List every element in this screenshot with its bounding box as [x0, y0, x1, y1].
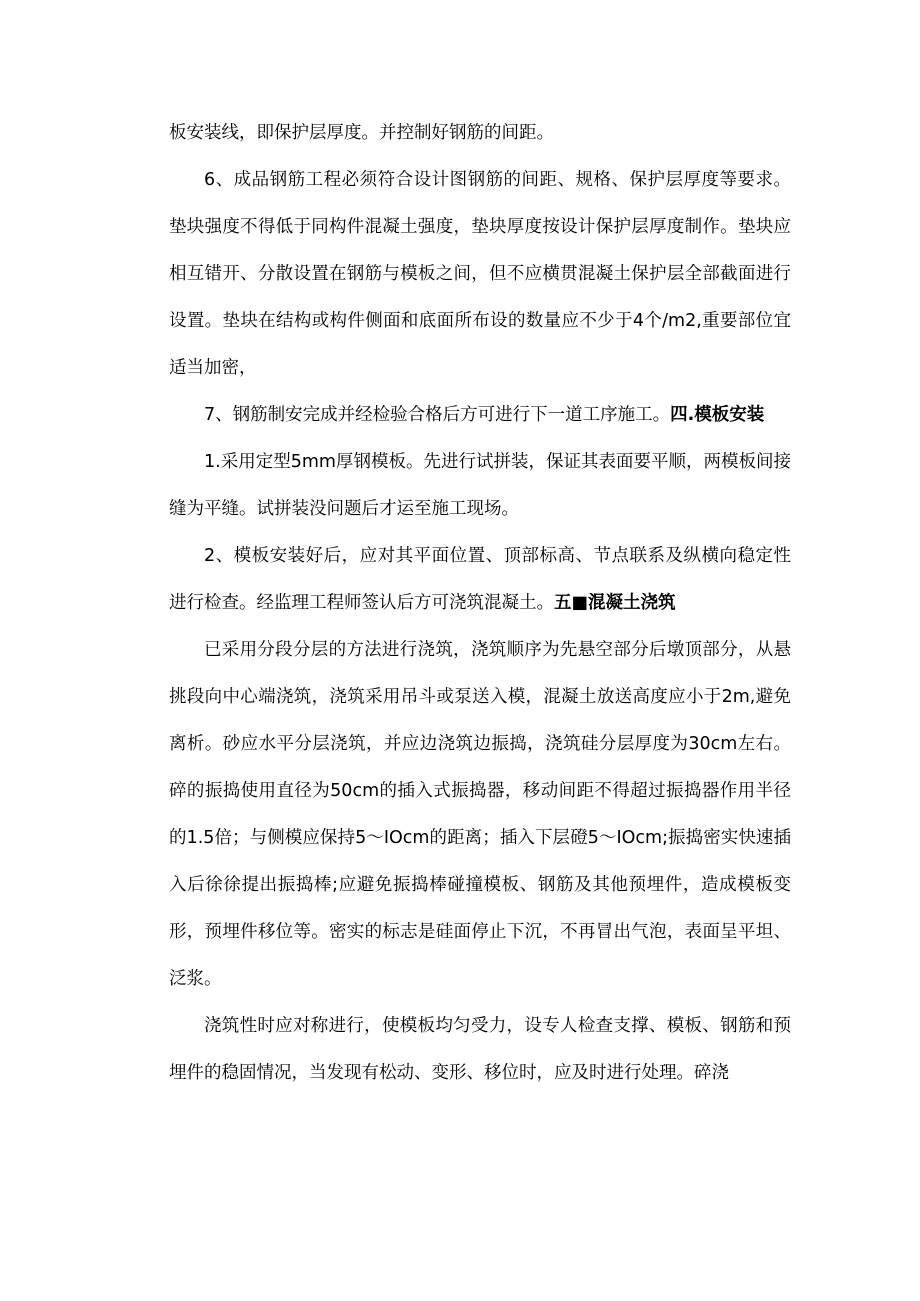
paragraph-formwork-2 — [169, 533, 791, 627]
section-heading-formwork: 四.模板安装 — [670, 405, 765, 425]
paragraph-continuation — [169, 110, 791, 157]
paragraph-text: 浇筑性时应对称进行，使模板均匀受力，设专人检查支撑、模板、钢筋和预埋件的稳固情况，当发现有松动、变形、移位时，应及时进行处理。碎浇 — [169, 1016, 791, 1083]
paragraph-text: 2、模板安装好后，应对其平面位置、顶部标高、节点联系及纵横向稳定性进行检查。经监理工程师签认后方可浇筑混凝土。 — [169, 546, 791, 613]
paragraph-text: 6、成品钢筋工程必须符合设计图钢筋的间距、规格、保护层厚度等要求。垫块强度不得低于同构件混凝土强度，垫块厚度按设计保护层厚度制作。垫块应相互错开、分散设置在钢筋与模板之间，但不应横贯混凝土保护层全部截面进行设置。垫块在结构或构件侧面和底面所布设的数量应不少于4个/m2,重要部位宜适当加密， — [169, 170, 791, 378]
paragraph-item-7 — [169, 392, 791, 439]
document-body — [169, 110, 791, 1097]
paragraph-concrete-symmetry — [169, 1003, 791, 1097]
paragraph-text: 板安装线，即保护层厚度。并控制好钢筋的间距。 — [169, 123, 554, 143]
paragraph-item-6 — [169, 157, 791, 392]
paragraph-text: 已采用分段分层的方法进行浇筑，浇筑顺序为先悬空部分后墩顶部分，从悬挑段向中心端浇筑，浇筑采用吊斗或泵送入模，混凝土放送高度应小于2m,避免离析。砂应水平分层浇筑，并应边浇筑边振捣，浇筑硅分层厚度为30cm左右。碎的振捣使用直径为50cm的插入式振捣器，移动间距不得超过振捣器作用半径的1.5倍；与侧模应保持5～IOcm的距离；插入下层磴5～IOcm;振捣密实快速插入后徐徐提出振捣棒;应避免振捣棒碰撞模板、钢筋及其他预埋件，造成模板变形，预埋件移位等。密实的标志是硅面停止下沉，不再冒出气泡，表面呈平坦、泛浆。 — [169, 640, 791, 989]
paragraph-formwork-1 — [169, 439, 791, 533]
section-heading-concrete: 五■混凝土浇筑 — [554, 593, 676, 613]
paragraph-concrete-method — [169, 627, 791, 1003]
paragraph-text: 7、钢筋制安完成并经检验合格后方可进行下一道工序施工。 — [204, 405, 671, 425]
paragraph-text: 1.采用定型5mm厚钢模板。先进行试拼装，保证其表面要平顺，两模板间接缝为平缝。试拼装没问题后才运至施工现场。 — [169, 452, 791, 519]
